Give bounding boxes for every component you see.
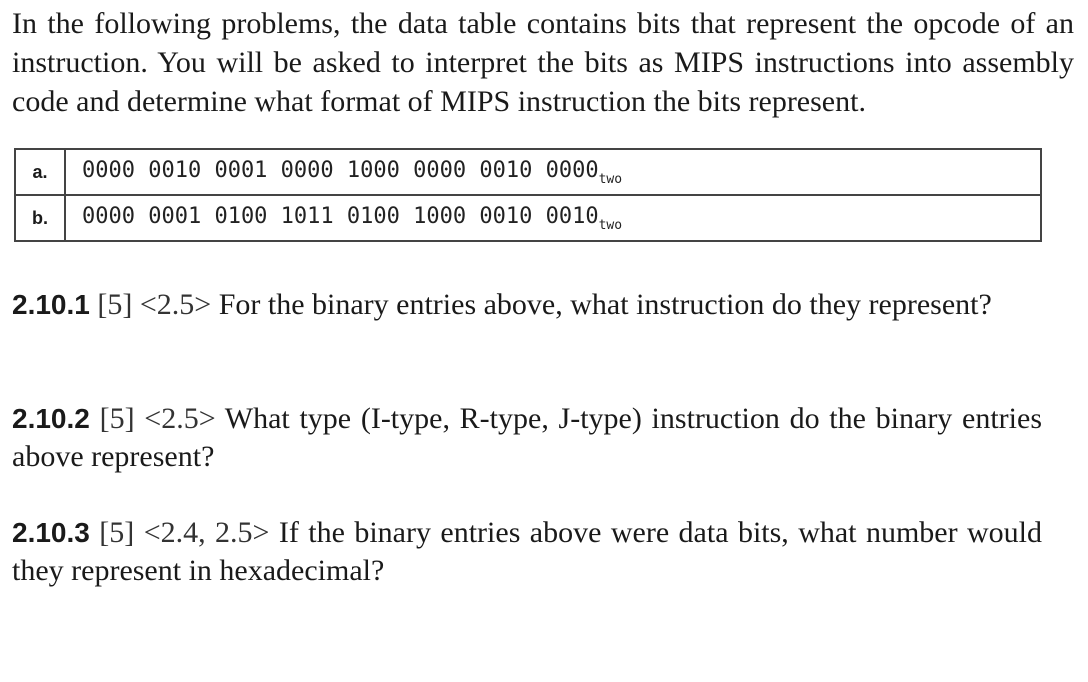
row-bits-cell — [65, 149, 1041, 195]
problem-points: [5] — [99, 402, 135, 435]
row-bits: 0000 0001 0100 1011 0100 1000 0010 0010 — [82, 203, 599, 229]
table-row — [15, 149, 1041, 195]
problem-section: <2.4, 2.5> — [143, 516, 270, 549]
problem-number: 2.10.2 — [12, 403, 90, 434]
problem-points: [5] — [99, 516, 135, 549]
intro-paragraph: In the following problems, the data table contains bits that represent the opcode of an instruction. You will be asked to interpret the bits as MIPS instructions into assembly code and determine what format of MIPS instruction the bits represent. — [12, 7, 1074, 118]
problem-text: For the binary entries above, what instruction do they represent? — [218, 288, 992, 321]
problem-number: 2.10.3 — [12, 517, 90, 548]
problem-section: <2.5> — [139, 288, 212, 321]
problem-2-10-2 — [12, 400, 1042, 476]
problem-2-10-1 — [12, 286, 1042, 324]
problem-number: 2.10.1 — [12, 289, 90, 320]
bits-subscript: two — [598, 217, 623, 233]
problem-2-10-3 — [12, 514, 1042, 590]
row-label: a. — [15, 149, 65, 195]
data-table — [14, 148, 1042, 242]
row-bits: 0000 0010 0001 0000 1000 0000 0010 0000 — [82, 157, 599, 183]
table-row — [15, 195, 1041, 241]
row-label: b. — [15, 195, 65, 241]
problem-text: What type (I-type, R-type, J-type) instruction do the binary entries above represent? — [12, 402, 1042, 473]
problem-text: If the binary entries above were data bits, what number would they represent in hexadecimal? — [12, 516, 1043, 587]
bits-subscript: two — [598, 171, 623, 187]
problem-points: [5] — [97, 288, 133, 321]
problem-section: <2.5> — [144, 402, 216, 435]
row-bits-cell — [65, 195, 1041, 241]
